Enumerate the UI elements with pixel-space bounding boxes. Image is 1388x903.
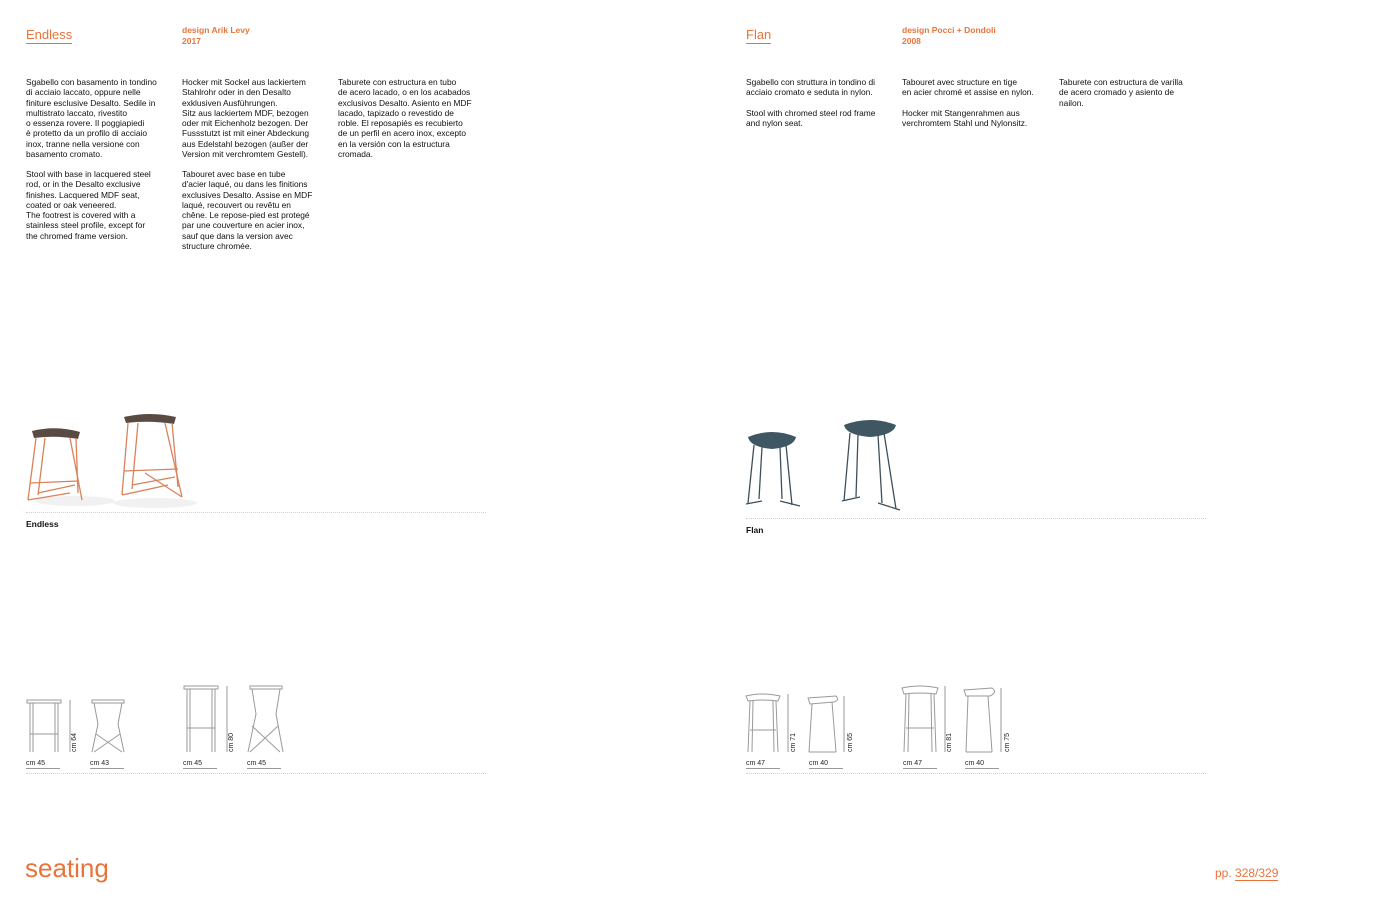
flan-photo-divider: [746, 518, 1206, 519]
flan-dim-height-4: cm 75: [1004, 732, 1011, 752]
flan-dim-width-2: cm 40: [809, 760, 843, 769]
endless-dim-width-4: cm 45: [247, 760, 281, 769]
flan-dim-width-4: cm 40: [965, 760, 999, 769]
endless-text-en: Stool with base in lacquered steel rod, or in the Desalto exclusive finishes. Lacquered MDF seat, coated or oak veneered. The footrest is covered with a stainless steel profile, except for the chromed frame version.: [26, 169, 151, 241]
flan-drawing-divider: [746, 773, 1206, 774]
endless-dim-width-1: cm 45: [26, 760, 60, 769]
endless-title: Endless: [26, 27, 73, 42]
endless-product-photo: [20, 405, 190, 515]
endless-text-es: Taburete con estructura en tubo de acero lacado, o en los acabados exclusivos Desalto. Asiento en MDF lacado, tapizado o revestido de roble. El reposapiés es recubierto de un perfil en acero inox, excepto en la versión con la estructura cromada.: [338, 77, 472, 160]
flan-title: Flan: [746, 27, 772, 42]
page-prefix: pp.: [1215, 866, 1232, 880]
flan-text-en: Stool with chromed steel rod frame and nylon seat.: [746, 108, 876, 129]
flan-text-it: Sgabello con struttura in tondino di acciaio cromato e seduta in nylon.: [746, 77, 875, 98]
endless-text-it: Sgabello con basamento in tondino di acciaio laccato, oppure nelle finiture esclusive Desalto. Sedile in multistrato laccato, rivestito o essenza rovere. Il poggiapiedi è protetto da un profilo di acciaio inox, tranne nella versione con basamento cromato.: [26, 77, 157, 160]
flan-designer-name: design Pocci + Dondoli: [902, 25, 996, 35]
endless-year: 2017: [182, 36, 201, 46]
flan-dim-height-3: cm 81: [946, 732, 953, 752]
endless-designer-name: design Arik Levy: [182, 25, 250, 35]
flan-product-photo: [740, 415, 910, 515]
flan-dim-width-1: cm 47: [746, 760, 780, 769]
endless-caption: Endless: [26, 519, 59, 529]
endless-text-de: Hocker mit Sockel aus lackiertem Stahlrohr oder in den Desalto exklusiven Ausführungen. Sitz aus lackiertem MDF, bezogen oder mit Eichenholz bezogen. Der Fussstutzt ist mit einer Abdeckung aus Edelstahl bezogen (außer der Version mit verchromtem Gestell).: [182, 77, 310, 160]
endless-drawing-divider: [26, 773, 486, 774]
flan-dim-width-3: cm 47: [903, 760, 937, 769]
endless-designer: [182, 25, 250, 47]
endless-dim-height-1: cm 64: [71, 732, 78, 752]
flan-technical-drawings: [744, 684, 1014, 756]
endless-dim-width-2: cm 43: [90, 760, 124, 769]
page-range-link[interactable]: 328/329: [1235, 866, 1279, 880]
endless-photo-divider: [26, 512, 486, 513]
endless-dim-width-3: cm 45: [183, 760, 217, 769]
flan-text-fr: Tabouret avec structure en tige en acier chromé et assise en nylon.: [902, 77, 1034, 98]
flan-designer: [902, 25, 996, 47]
flan-text-de: Hocker mit Stangenrahmen aus verchromtem Stahl und Nylonsitz.: [902, 108, 1028, 129]
flan-dim-height-1: cm 71: [790, 732, 797, 752]
endless-text-fr: Tabouret avec base en tube d'acier laqué, ou dans les finitions exclusives Desalto. Assise en MDF laqué, recouvert ou revêtu en chêne. Le repose-pied est protegé par une couverture en acier inox, sauf que dans la version avec structure chromée.: [182, 169, 313, 252]
flan-text-es: Taburete con estructura de varilla de acero cromado y asiento de nailon.: [1059, 77, 1183, 108]
page-numbers: [1215, 866, 1278, 880]
endless-dim-height-3: cm 80: [228, 732, 235, 752]
section-title: seating: [25, 853, 109, 883]
endless-technical-drawings: [24, 684, 294, 756]
flan-caption: Flan: [746, 525, 764, 535]
flan-dim-height-2: cm 65: [847, 732, 854, 752]
flan-year: 2008: [902, 36, 921, 46]
